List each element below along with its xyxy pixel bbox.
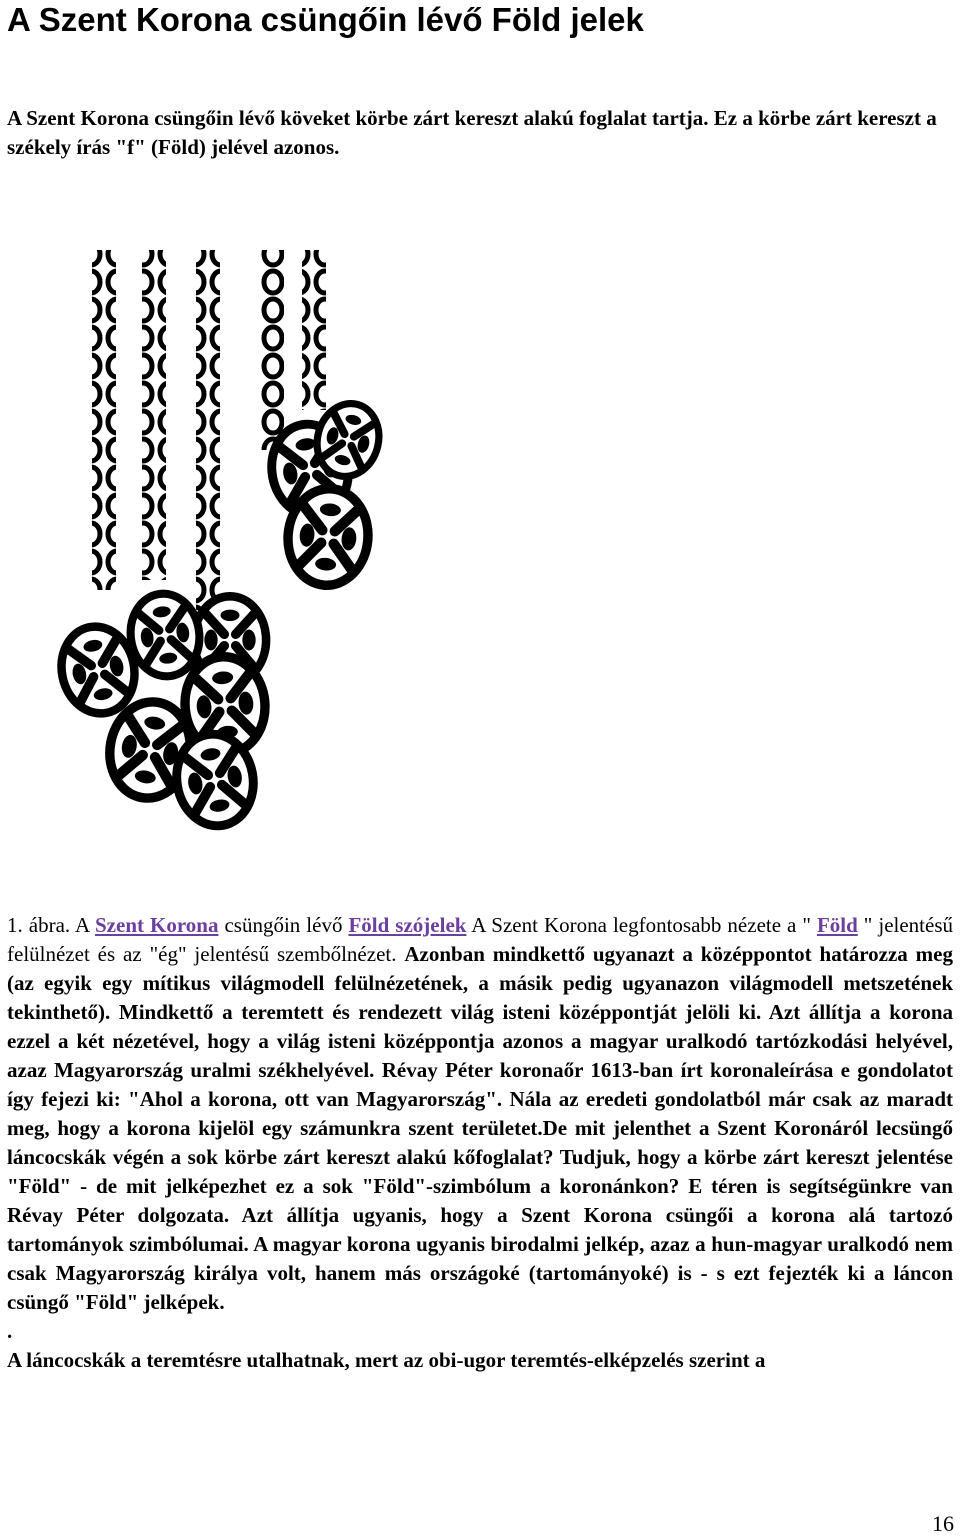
page-title: A Szent Korona csüngőin lévő Föld jelek: [7, 1, 644, 38]
last-line: A láncocskák a teremtésre utalhatnak, mert az obi-ugor teremtés-elképzelés szerint a: [7, 1348, 766, 1372]
stone-3: [284, 485, 372, 588]
caption-after: A Szent Korona legfontosabb nézete a ": [466, 913, 817, 937]
link-szent-korona[interactable]: Szent Korona: [95, 913, 219, 937]
main-paragraph: Azonban mindkettő ugyanazt a középpontot határozza meg (az egyik egy mítikus világmodell felülnézetének, a másik pedig ugyanazon világmodell metszetének tekinthető). Mindkettő a teremtett és rendezett világ isteni középpontját jelöli ki. Azt állítja a korona ezzel a két nézetével, hogy a világ isteni középpontja azonos a magyar uralkodó tartózkodási helyével, azaz Magyarország uralmi székhelyével. Révay Péter koronaőr 1613-ban írt koronaleírása e gondolatot így fejezi ki: "Ahol a korona, ott van Magyarország". Nála az eredeti gondolatból már csak az maradt meg, hogy a korona kijelöl egy számunkra szent területet.De mit jelenthet a Szent Koronáról lecsüngő láncocskák végén a sok körbe zárt kereszt alakú kőfoglalat? Tudjuk, hogy a körbe zárt kereszt jelentése "Föld" - de mit jelképezhet ez a sok "Föld"-szimbólum a koronánkon? E téren is segítségünkre van Révay Péter dolgozata. Azt állítja ugyanis, hogy a Szent Korona csüngői a korona alá tartozó tartományok szimbólumai. A magyar korona ugyanis birodalmi jelkép, azaz a hun-magyar uralkodó nem csak Magyarország királya volt, hanem más országoké (tartományoké) is - s ezt fejezték ki a láncon csüngő "Föld" jelképek.: [7, 942, 953, 1314]
link-fold[interactable]: Föld: [816, 913, 858, 937]
crown-pendants-figure: [0, 240, 460, 880]
caption-mid: csüngőin lévő: [218, 913, 349, 937]
page-number: 16: [932, 1511, 954, 1536]
caption-rest: " jelentésű felülnézet és az "ég" jelentésű szembőlnézet.: [7, 913, 954, 966]
caption-prefix: 1. ábra. A: [7, 913, 95, 937]
intro-paragraph: A Szent Korona csüngőin lévő köveket körbe zárt kereszt alakú foglalat tartja. Ez a körbe zárt kereszt a székely írás "f" (Föld) jelével azonos.: [7, 106, 937, 159]
link-fold-szojelek[interactable]: Föld szójelek: [348, 913, 467, 937]
body-text: [7, 911, 953, 1375]
separator-dot: .: [7, 1319, 13, 1343]
